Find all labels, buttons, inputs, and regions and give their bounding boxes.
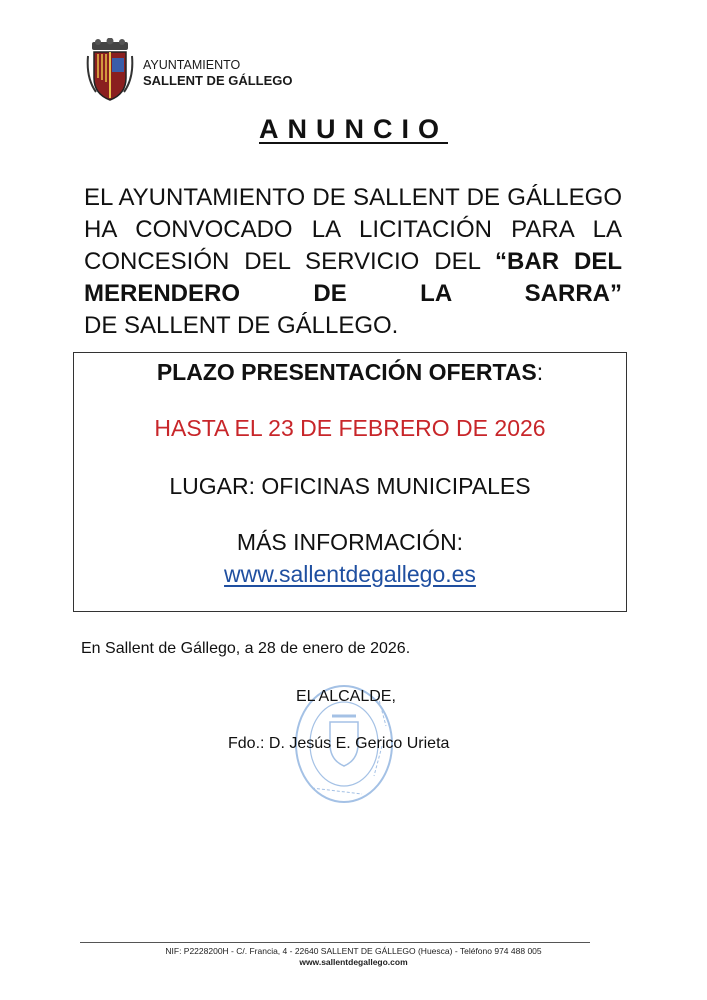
body-text-start: EL AYUNTAMIENTO DE SALLENT DE GÁLLEGO HA CONVOCADO LA LICITACIÓN PARA LA CONCESIÓN DEL SERVICIO DEL: [84, 184, 622, 275]
more-info-label: MÁS INFORMACIÓN:: [236, 529, 464, 555]
organization-name: [143, 58, 293, 88]
bar-name: “BAR DEL MERENDERO DE LA SARRA”: [84, 248, 623, 307]
box-heading: [74, 359, 626, 386]
place-text: LUGAR: OFICINAS MUNICIPALES: [169, 473, 531, 499]
body-text-end: DE SALLENT DE GÁLLEGO.: [84, 312, 399, 339]
mayor-title: EL ALCALDE,: [296, 688, 396, 705]
box-heading-text: PLAZO PRESENTACIÓN OFERTAS: [156, 359, 537, 385]
announcement-body: [84, 182, 622, 342]
place-and-date: En Sallent de Gállego, a 28 de enero de 2026.: [81, 640, 411, 657]
footer-website[interactable]: www.sallentdegallego.com: [299, 957, 408, 967]
footer-address: NIF: P2228200H - C/. Francia, 4 - 22640 SALLENT DE GÁLLEGO (Huesca) - Teléfono 974 488 005: [165, 946, 542, 956]
org-line-1: AYUNTAMIENTO: [143, 58, 241, 72]
footer-divider: [80, 942, 590, 943]
deadline-box: [73, 352, 627, 612]
website-link[interactable]: www.sallentdegallego.es: [224, 561, 476, 587]
announcement-title: ANUNCIO: [259, 114, 448, 144]
signed-by: Fdo.: D. Jesús E. Gerico Urieta: [228, 735, 450, 752]
org-line-2: SALLENT DE GÁLLEGO: [143, 73, 293, 88]
deadline-text: HASTA EL 23 DE FEBRERO DE 2026: [154, 415, 546, 441]
box-heading-colon: :: [536, 359, 544, 385]
coat-of-arms-logo: [86, 38, 134, 102]
